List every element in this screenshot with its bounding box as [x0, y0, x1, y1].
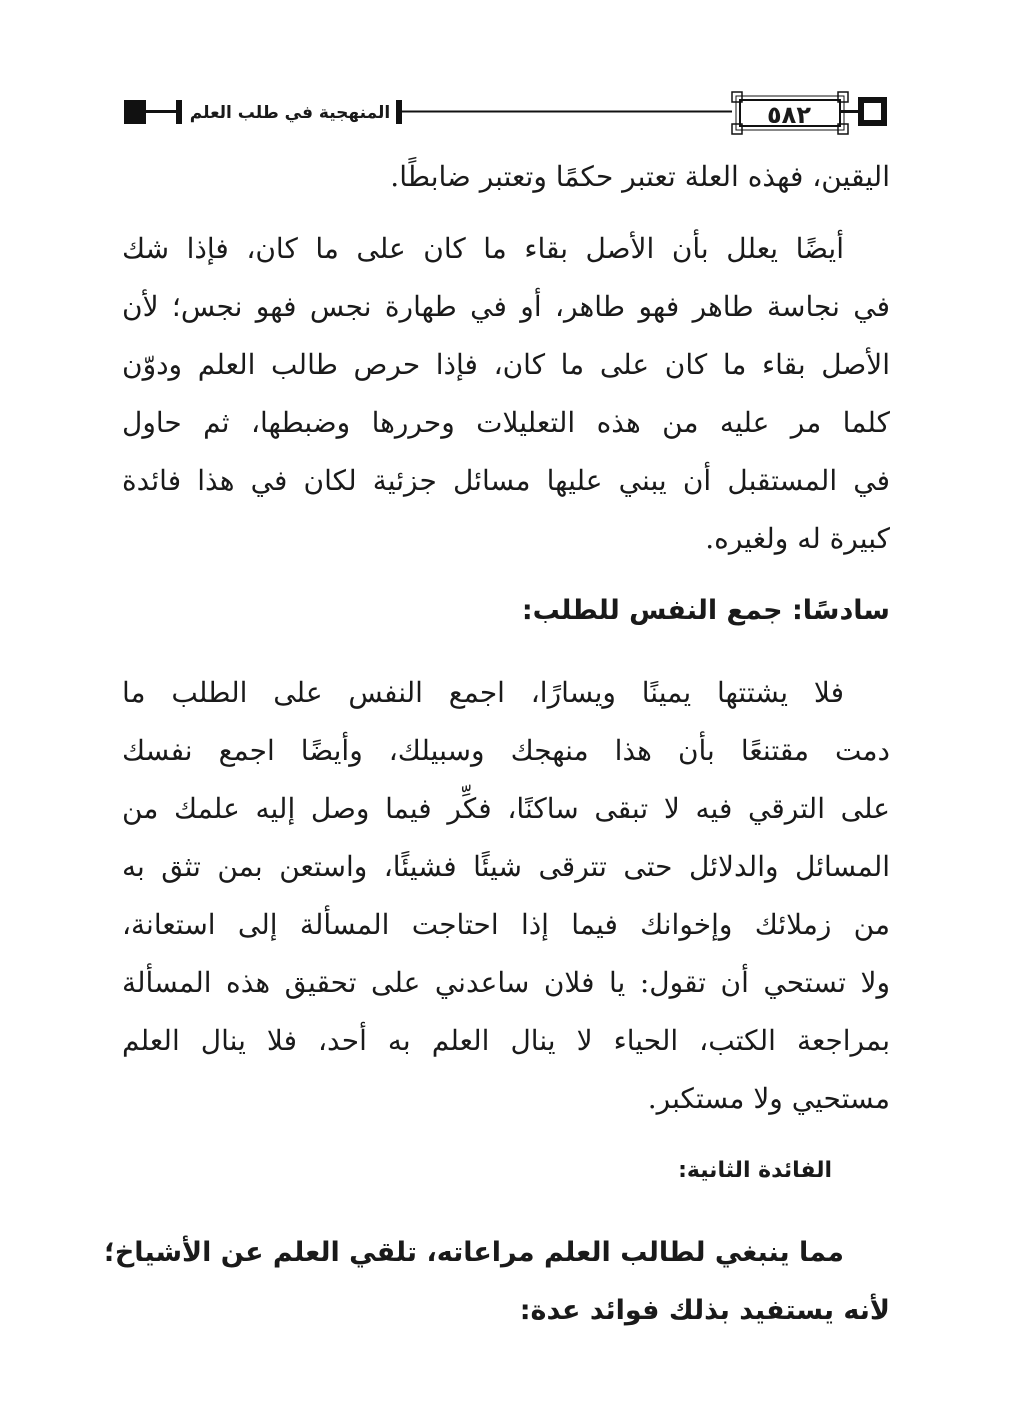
text-line: المسائل والدلائل حتى تترقى شيئًا فشيئًا، واستعن بمن تثق به — [122, 850, 890, 883]
text-line: أيضًا يعلل بأن الأصل بقاء ما كان على ما كان، فإذا شك — [122, 232, 844, 265]
text-line-bold: مما ينبغي لطالب العلم مراعاته، تلقي العلم عن الأشياخ؛ — [104, 1237, 844, 1268]
text-line: كلما مر عليه من هذه التعليلات وحررها وضبطها، ثم حاول — [122, 406, 890, 439]
text-line: كبيرة له ولغيره. — [705, 522, 890, 555]
running-title: المنهجية في طلب العلم — [189, 103, 391, 123]
text-line: الأصل بقاء ما كان على ما كان، فإذا حرص طالب العلم ودوّن — [122, 348, 890, 381]
text-line: مستحيي ولا مستكبر. — [647, 1082, 890, 1115]
text-line: في المستقبل أن يبني عليها مسائل جزئية لكان في هذا فائدة — [122, 464, 890, 497]
running-header — [120, 88, 890, 138]
text-line: بمراجعة الكتب، الحياء لا ينال العلم به أحد، فلا ينال العلم — [122, 1024, 890, 1057]
text-line: ولا تستحي أن تقول: يا فلان ساعدني على تحقيق هذه المسألة — [122, 966, 890, 999]
subsection-heading: الفائدة الثانية: — [678, 1158, 832, 1183]
text-line: من زملائك وإخوانك فيما إذا احتاجت المسألة إلى استعانة، — [122, 908, 890, 941]
text-line: اليقين، فهذه العلة تعتبر حكمًا وتعتبر ضابطًا. — [390, 160, 890, 193]
page-body — [104, 148, 890, 1340]
text-line: على الترقي فيه لا تبقى ساكنًا، فكِّر فيما وصل إليه علمك من — [122, 792, 890, 825]
text-line: دمت مقتنعًا بأن هذا منهجك وسبيلك، وأيضًا اجمع نفسك — [122, 734, 890, 767]
page-number: ٥٨٢ — [767, 101, 811, 129]
section-heading: سادسًا: جمع النفس للطلب: — [521, 595, 890, 626]
text-line: فلا يشتتها يمينًا ويسارًا، اجمع النفس على الطلب ما — [122, 676, 844, 709]
text-line-bold: لأنه يستفيد بذلك فوائد عدة: — [519, 1295, 890, 1326]
text-line: في نجاسة طاهر فهو طاهر، أو في طهارة نجس فهو نجس؛ لأن — [122, 290, 890, 323]
